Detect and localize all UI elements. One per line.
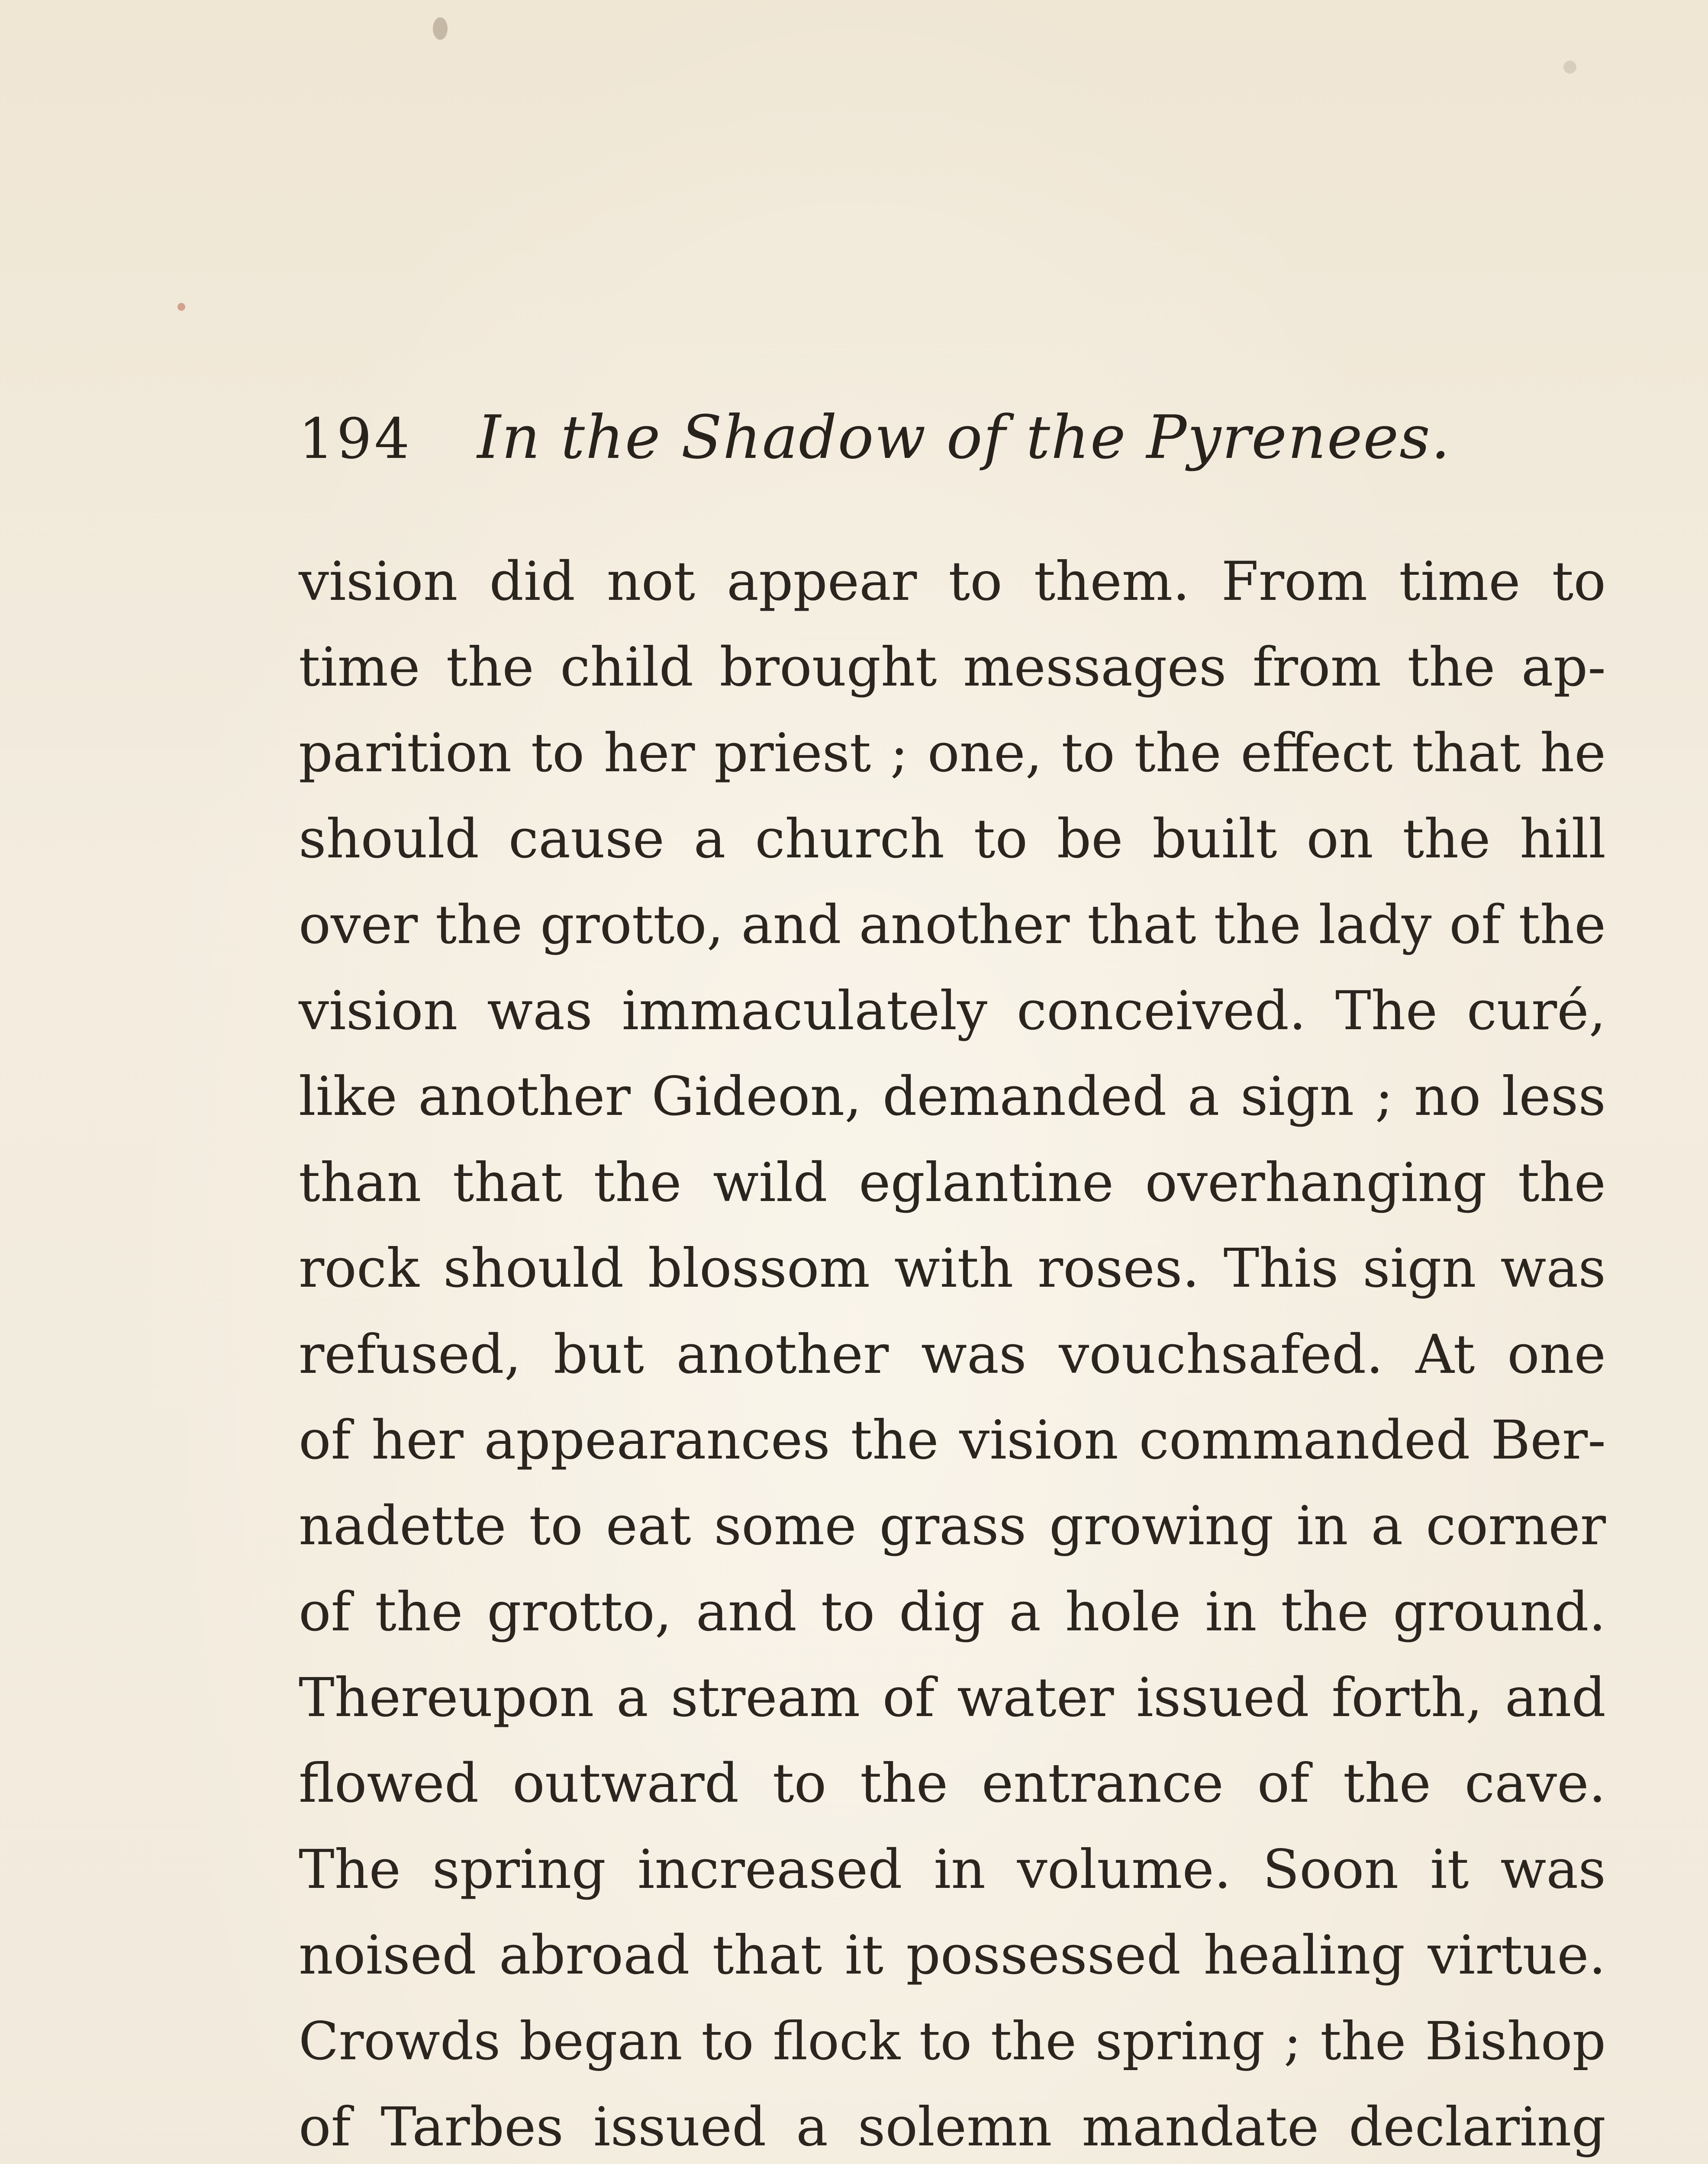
text-line: parition to her priest ; one, to the effect that he [299,722,1606,784]
body-text [299,539,1606,2164]
text-line: over the grotto, and another that the lady of the [299,894,1606,956]
text-line: vision was immaculately conceived. The curé, [299,979,1606,1042]
text-line: The spring increased in volume. Soon it was [299,1838,1606,1901]
text-line: refused, but another was vouchsafed. At one [299,1323,1606,1386]
text-line: of Tarbes issued a solemn mandate declaring [299,2096,1606,2159]
paper-speck [1563,61,1576,74]
text-line: like another Gideon, demanded a sign ; no less [299,1066,1606,1128]
page-number: 194 [299,407,412,471]
text-line: of the grotto, and to dig a hole in the ground. [299,1581,1606,1643]
text-line: Crowds began to flock to the spring ; the Bishop [299,2010,1606,2072]
text-line: time the child brought messages from the ap- [299,636,1606,699]
text-line: vision did not appear to them. From time to [299,551,1606,613]
running-head [299,403,1467,498]
paper-speck [177,303,185,311]
text-line: Thereupon a stream of water issued forth, and [299,1667,1606,1729]
text-line: flowed outward to the entrance of the cave. [299,1752,1606,1815]
text-line: rock should blossom with roses. This sign was [299,1237,1606,1300]
paper-speck [433,17,448,40]
text-line: noised abroad that it possessed healing virtue. [299,1924,1606,1987]
text-line: should cause a church to be built on the hill [299,808,1606,871]
text-line: nadette to eat some grass growing in a corner [299,1495,1606,1558]
text-line: than that the wild eglantine overhanging the [299,1151,1606,1214]
text-line: of her appearances the vision commanded Ber- [299,1409,1606,1472]
running-title: In the Shadow of the Pyrenees. [477,403,1451,472]
